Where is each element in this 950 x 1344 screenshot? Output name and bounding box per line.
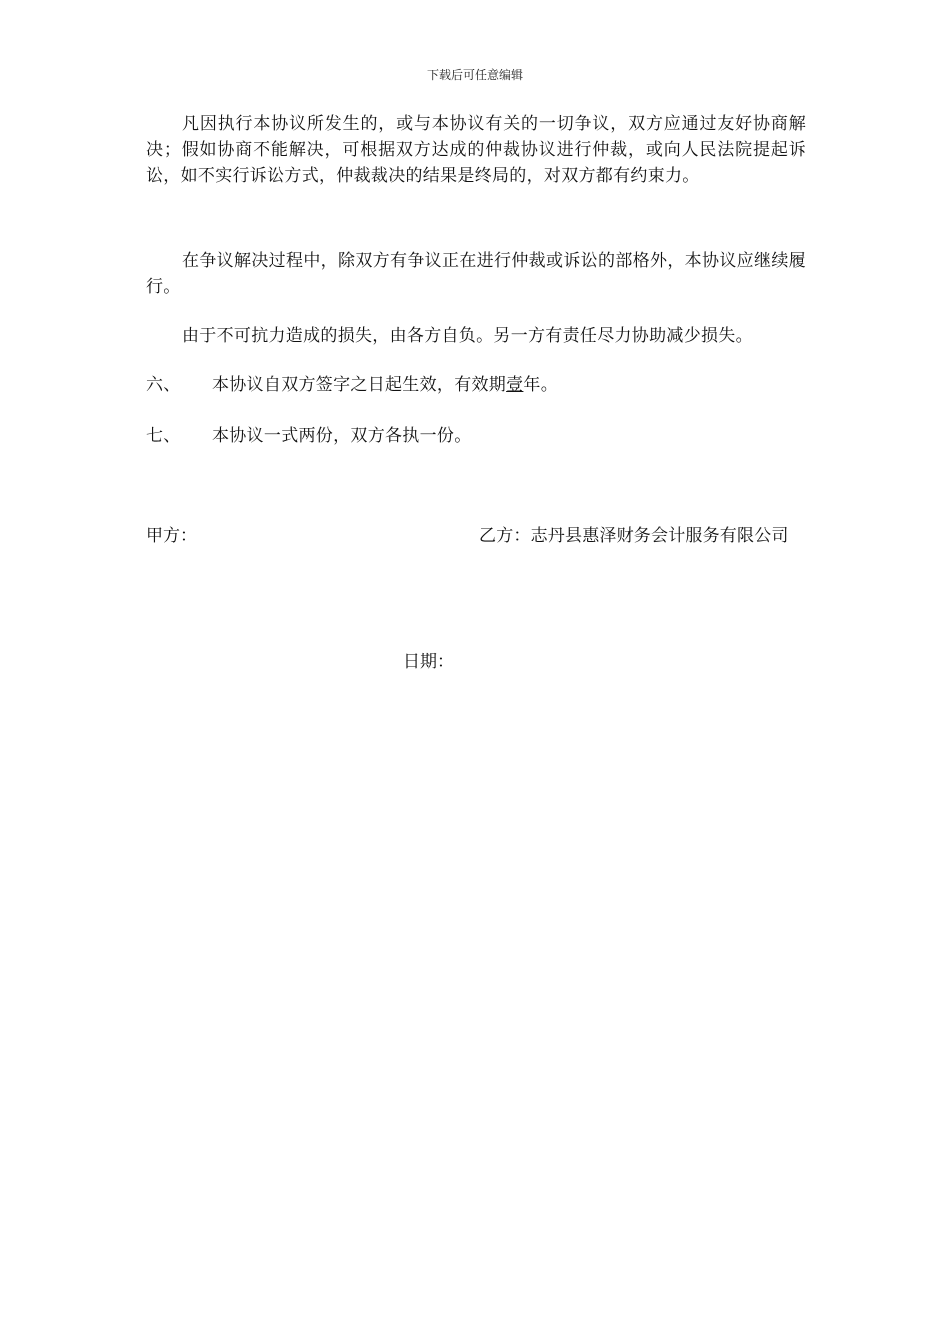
party-a-signature-label: 甲方： [146, 526, 197, 546]
clause-six-marker: 六、 [146, 375, 181, 395]
party-b-signature-label: 乙方：志丹县惠泽财务会计服务有限公司 [479, 526, 789, 546]
continued-performance-paragraph: 在争议解决过程中，除双方有争议正在进行仲裁或诉讼的部格外，本协议应继续履行。 [146, 251, 806, 297]
clause-seven-text: 本协议一式两份，双方各执一份。 [212, 426, 472, 446]
clause-seven-marker: 七、 [146, 426, 181, 446]
dispute-resolution-paragraph: 凡因执行本协议所发生的，或与本协议有关的一切争议，双方应通过友好协商解决；假如协商不能解决，可根据双方达成的仲裁协议进行仲裁，或向人民法院提起诉讼，如不实行诉讼方式，仲裁裁决的结果是终局的，对双方都有约束力。 [146, 114, 806, 186]
clause-seven [146, 423, 806, 449]
force-majeure-paragraph: 由于不可抗力造成的损失，由各方自负。另一方有责任尽力协助减少损失。 [182, 326, 753, 346]
clause-six [146, 372, 806, 398]
date-label: 日期： [403, 652, 454, 672]
clause-six-text-end: 年。 [523, 375, 559, 395]
page-header: 下载后可任意编辑 [426, 68, 523, 82]
clause-six-text: 本协议自双方签字之日起生效，有效期 [212, 375, 507, 395]
clause-six-term: 壹 [506, 375, 524, 395]
